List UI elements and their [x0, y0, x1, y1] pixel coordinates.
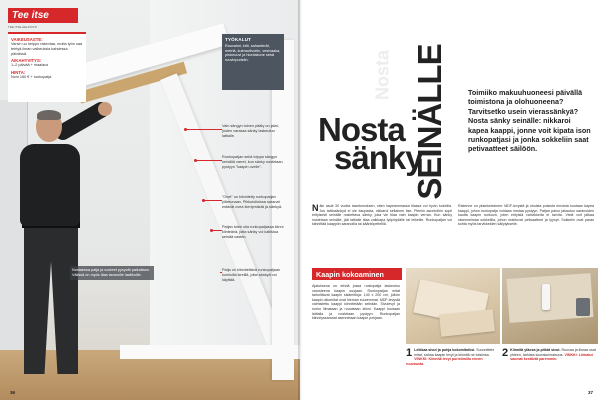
callout-dot [194, 159, 197, 162]
callout-line [204, 200, 222, 201]
person-hair [37, 110, 61, 120]
info-box [8, 32, 86, 102]
tools-box [222, 34, 284, 90]
page-number-right: 37 [588, 390, 594, 395]
step-1-number: 1 [406, 347, 413, 359]
callout-6: Nostaessa patja ja vuoteet pysyvät paikallaan. Välissä on myös tilaa tavaroille laatikoille. [70, 266, 154, 280]
title-vertical [398, 32, 462, 212]
person-legs [24, 224, 78, 374]
dropcap: N [312, 203, 319, 213]
title-watermark-text: Nosta [372, 49, 393, 101]
section-heading: Kaapin kokoaminen [312, 268, 402, 280]
callout-line [196, 160, 222, 161]
intro-column [312, 204, 452, 227]
step-2-number: 2 [502, 347, 509, 359]
time-label: AIKAHYVITYS: [11, 58, 42, 64]
intro-text: äin asuit 30 vuotta taantumuksen, siten kapeammassa tilassa voi hyvin kokeilla. Jos taittosänkyä ei ole kaupasta, nikkaroi sellainen itse. Pieniin asuntoihin sopii erityisesti seinälle nostettava sänky, joka vie tilaa vain kaapin verran. Kun sänky nostetaan seinälle, jää lattialle tilaa vaikkapa työpöydälle tai leikeille. Runkopatjan voi kiinnittää kaappiin saranoilla tai kääntöpelteillä. [312, 204, 452, 227]
callout-dot [202, 199, 205, 202]
bed-frame-side [272, 40, 294, 380]
callout-dot [210, 229, 213, 232]
tools-title: TYÖKALUT [225, 37, 252, 42]
cost-text: Noin 160 € + runkopatja [11, 75, 52, 80]
bed-frame-base [120, 345, 300, 359]
person-hand [98, 102, 112, 116]
tools-text: Ruuvaimi, kitti, sahanterät, metriä, kulmaviivoitin, vesivaaka, pistoruuvi ja hiontakone sekä ruuvinpuristin. [225, 44, 281, 63]
difficulty-text: Varsin uu helppo rakentaa, mutta työn saa tehtyä ilman vaikeuksia kahdessa päivässä. [11, 42, 83, 56]
title-vertical-text: SEINÄLLE [411, 44, 448, 200]
step-2-text: Ruuvaa ja liimaa osat yhteen, tarkista suorakulmaisuus. [510, 348, 596, 357]
section-text: Ajatuksena on tehdä jossa runkopatja laskeutuu varusteena kaapin suojaan. Runkopatjan mitat tarkoittavat kaapin sisämittoja: 140 x 200 cm, jolloin kaapin ulkomitat ovat hieman suuremmat. MDF-levystä valmistettu kaappi kiinnitetään seinään. Sivulevyt ja runko liimataan ja ruuvataan kiinni. Kaappi kootaan lattialla ja nostetaan pystyyn. Runkopatjan kiinnityssaranat asennetaan kaapin pohjaan. [312, 284, 400, 321]
page-number-left: 36 [10, 390, 16, 395]
clamp [576, 298, 590, 316]
step-2-label: Kiinnitä yläosa ja pitkät sivut. [510, 348, 561, 352]
section-tag: Tee itse [8, 8, 78, 23]
glue-bottle [542, 284, 550, 310]
step-2-photo [502, 268, 598, 344]
step-1 [406, 348, 500, 366]
section-subtag: TEE ITSE HELPOSTI [8, 25, 38, 29]
cost-label: HINTA: [11, 70, 26, 76]
body-column-2: Rakenne on yksinkertainen: MDF-levystä ja ohuista puisista rimoista kootaan kapea kaappi, johon runkopatja voidaan nostaa pystyyn. Patjan paino jakautuu saranoiden kautta kaapin runkoon, joten erityisiä vahvikkeita ei tarvita. Vielä voit jatkaa rakennelmaa sokkelilla, johon mahtuvat petivaatteet ja tyynyt. Sokkelin ovat paras kohta myös tarvikkeiden säilytykselle. [458, 204, 594, 227]
callout-line [186, 129, 222, 130]
callout-3: "Ovet" on kiinnitetty runkopatjan yläreunaan. Pikkutolloissa saranat estävät ovea kiertymästä ja sänkyä. [222, 195, 283, 209]
step-1-text: Suunnittele mitat, sahaa kaapin levyt ja kiinnitä ne toisiinsa. [414, 348, 495, 357]
step-2-tip: VINKKI: Liimatut saumat kestävät paremmin. [510, 352, 593, 362]
step-1-tip: VINKKI: Kiinnitä levyt puristimilla ennen ruuvausta. [406, 357, 483, 366]
difficulty-label: VAIKEUSASTE: [11, 37, 43, 42]
title-line-1: Nosta [318, 111, 405, 148]
callout-line [212, 230, 222, 231]
step-2 [502, 348, 596, 362]
callout-1: Vain sängyn toinen pääty on jalat, joiden varassa sänky laskeutuu lattialle. [222, 124, 279, 138]
step-1-photo [406, 268, 500, 344]
person-torso [20, 144, 80, 226]
time-text: 1–2 päivää + maalaus [11, 63, 49, 68]
person-figure [6, 108, 98, 388]
callout-2: Runkopatjan sekä tolppa sängyn seinällä varret, kun sänky nostetaan pystyyn "kaapin ovelle". [222, 155, 283, 169]
callout-4: Patjan tulee olla runkopatjassa kiinni kiinteänä, jotta sänky voi kallistua seinää vasten. [222, 225, 284, 239]
step-1-label: Leikkaa sivut ja pohja kokomitoiksi. [414, 348, 476, 352]
page-gutter [298, 0, 302, 400]
mdf-board [439, 309, 495, 337]
lead-paragraph: Toimiiko makuuhuoneesi päivällä toimistona ja olohuoneena? Tarvitsetko usein vierassänkyä? Nosta sänky seinälle: nikkaroi kapea kaappi, jonne voit kipata ison runkopatjasi ja jonka sokkeliin saat petivaatteet säilöön. [468, 88, 591, 154]
callout-5: Patja on kiinnitettävä runkopatjaan kumisilla kireillä, jotta sänkyä voi käyttää. [222, 268, 281, 282]
callout-dot [184, 128, 187, 131]
title-line-2: sänky [334, 139, 423, 176]
